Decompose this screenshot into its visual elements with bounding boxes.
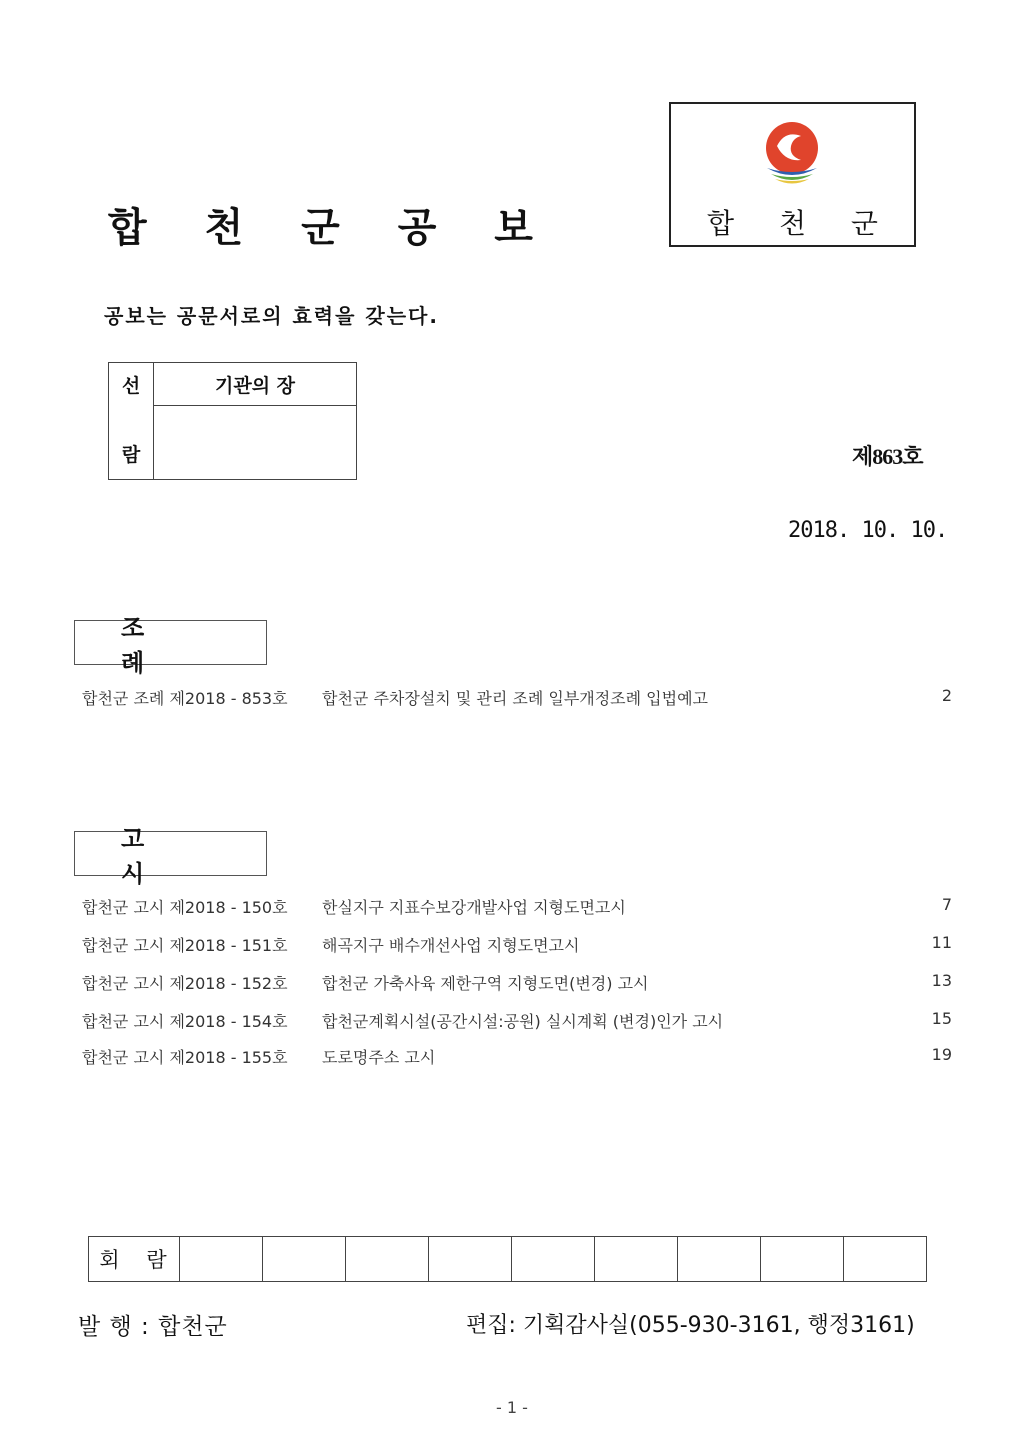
document-subtitle: 공보는 공문서로의 효력을 갖는다. (104, 304, 439, 328)
section-heading-ordinance: 조 례 (74, 620, 267, 665)
toc-number: 합천군 고시 제2018 - 155호 (82, 1048, 288, 1067)
circulation-cell (761, 1237, 844, 1282)
issue-number: 제863호 (852, 444, 923, 469)
circulation-cell (263, 1237, 346, 1282)
approval-head-cell: 기관의 장 (154, 363, 357, 406)
toc-page: 7 (941, 895, 952, 914)
toc-number: 합천군 고시 제2018 - 152호 (82, 974, 288, 993)
toc-title: 해곡지구 배수개선사업 지형도면고시 (322, 936, 580, 955)
issue-date: 2018. 10. 10. (788, 518, 948, 543)
circulation-cell (346, 1237, 429, 1282)
document-title: 합 천 군 공 보 (108, 205, 555, 251)
toc-page: 15 (931, 1009, 952, 1028)
circulation-cell (180, 1237, 263, 1282)
toc-title: 합천군 가축사육 제한구역 지형도면(변경) 고시 (322, 974, 649, 993)
approval-signature-cell (154, 406, 357, 480)
editor-line: 편집: 기획감사실(055-930-3161, 행정3161) (466, 1313, 915, 1338)
circulation-cell (844, 1237, 927, 1282)
toc-title: 합천군계획시설(공간시설:공원) 실시계획 (변경)인가 고시 (322, 1012, 724, 1031)
toc-number: 합천군 고시 제2018 - 154호 (82, 1012, 288, 1031)
toc-title: 도로명주소 고시 (322, 1048, 436, 1067)
circulation-table (88, 1236, 927, 1282)
toc-row[interactable] (82, 971, 952, 994)
approval-side-bottom: 람 (121, 444, 141, 466)
county-emblem-icon (755, 116, 829, 190)
county-logo (669, 102, 916, 247)
toc-page: 2 (941, 686, 952, 705)
approval-table (108, 362, 357, 480)
toc-page: 13 (931, 971, 952, 990)
circulation-cell (678, 1237, 761, 1282)
toc-title: 한실지구 지표수보강개발사업 지형도면고시 (322, 898, 626, 917)
toc-row[interactable] (82, 933, 952, 956)
circulation-cell (512, 1237, 595, 1282)
toc-row[interactable] (82, 895, 952, 918)
page-number: - 1 - (496, 1398, 528, 1417)
logo-text: 합 천 군 (707, 207, 896, 240)
circulation-cell (429, 1237, 512, 1282)
toc-number: 합천군 고시 제2018 - 151호 (82, 936, 288, 955)
toc-row[interactable] (82, 1009, 952, 1032)
circulation-label: 회 람 (89, 1237, 180, 1282)
toc-title: 합천군 주차장설치 및 관리 조례 일부개정조례 입법예고 (322, 689, 709, 708)
approval-side-cell (109, 363, 154, 480)
toc-number: 합천군 고시 제2018 - 150호 (82, 898, 288, 917)
toc-page: 11 (931, 933, 952, 952)
section-heading-notice: 고 시 (74, 831, 267, 876)
approval-side-top: 선 (121, 375, 141, 397)
toc-row[interactable] (82, 1045, 952, 1068)
publisher-line: 발 행 : 합천군 (78, 1314, 228, 1340)
circulation-cell (595, 1237, 678, 1282)
toc-row[interactable] (82, 686, 952, 709)
toc-number: 합천군 조례 제2018 - 853호 (82, 689, 288, 708)
toc-page: 19 (931, 1045, 952, 1064)
